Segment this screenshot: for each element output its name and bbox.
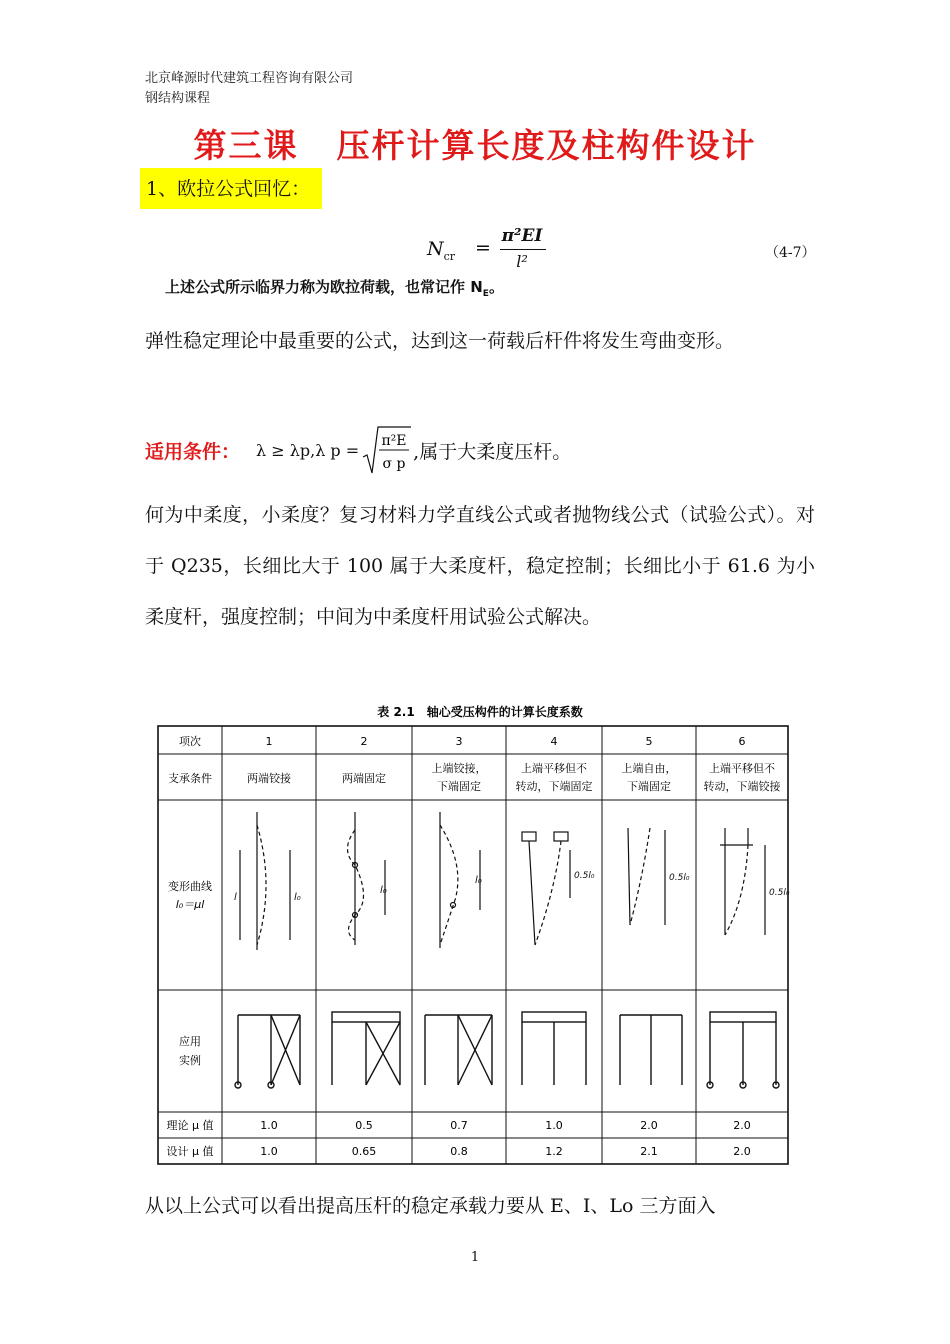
page-number: 1 [470,1250,480,1265]
design-mu-1: 1.0 [260,1145,278,1158]
row-header-curve: 变形曲线 [168,880,212,893]
curve-label-1a: l [234,892,237,903]
page-title [0,120,950,167]
formula-denominator: l² [516,252,528,271]
design-mu-4: 1.2 [545,1145,563,1158]
support-5a: 上端自由， [621,762,677,775]
header-course: 钢结构课程 [145,91,211,106]
frame-example-2 [332,1012,400,1085]
formula-lhs: $N_{cr}$ [427,238,456,263]
condition-label: 适用条件： [145,440,241,463]
paragraph-slenderness: 何为中柔度，小柔度？复习材料力学直线公式或者抛物线公式（试验公式）。对于 Q235，长细比大于 100 属于大柔度杆，稳定控制；长细比小于 61.6 为小柔度杆，强度控制；中间为中柔度杆用试验公式解决。 [145,504,815,628]
header-company: 北京峰源时代建筑工程咨询有限公司 [145,71,354,86]
formula-fraction-bar [500,249,546,250]
curve-diagram-4 [522,832,595,945]
curve-label-3: l₀ [475,875,482,886]
theory-mu-5: 2.0 [640,1119,658,1132]
sqrt-numerator: π²E [381,433,407,449]
curve-diagram-3 [440,812,482,948]
support-2: 两端固定 [342,772,386,785]
support-1: 两端铰接 [247,772,291,785]
row-header-index: 项次 [179,735,201,748]
formula-caption: 上述公式所示临界力称为欧拉荷载，也常记作 $N_E$。 [165,278,504,299]
frame-example-3 [425,1015,492,1085]
paragraph-improve-stability: 从以上公式可以看出提高压杆的稳定承载力要从 E、I、Lo 三方面入 [145,1195,716,1217]
section-heading-euler: 1、欧拉公式回忆： [140,168,322,209]
theory-mu-3: 0.7 [450,1119,468,1132]
formula-equals: = [475,237,491,259]
design-mu-3: 0.8 [450,1145,468,1158]
design-mu-6: 2.0 [733,1145,751,1158]
design-mu-5: 2.1 [640,1145,658,1158]
curve-label-2: l₀ [380,885,387,896]
row-header-example: 实例 [179,1054,201,1067]
support-3b: 下端固定 [437,780,481,793]
theory-mu-4: 1.0 [545,1119,563,1132]
table-caption: 表 2.1 轴心受压构件的计算长度系数 [377,705,583,719]
applicable-condition [145,420,571,480]
design-mu-2: 0.65 [351,1145,377,1158]
curve-diagram-2 [348,812,387,945]
col-num-2: 2 [360,735,368,748]
theory-mu-6: 2.0 [733,1119,751,1132]
formula-number: （4-7） [765,245,816,261]
support-6a: 上端平移但不 [709,762,775,775]
frame-example-6 [707,1012,779,1088]
frame-example-1 [235,1015,300,1088]
row-header-theory-mu: 理论 μ 值 [166,1119,214,1132]
condition-expression: λ ≥ λp,λ p = [256,440,360,460]
support-6b: 转动，下端铰接 [703,780,781,793]
euler-formula [145,222,825,302]
support-4b: 转动，下端固定 [515,780,593,793]
theory-mu-2: 0.5 [355,1119,373,1132]
col-num-5: 5 [645,735,653,748]
title-topic: 压杆计算长度及柱构件设计 [336,126,757,165]
col-num-6: 6 [738,735,746,748]
row-header-application: 应用 [179,1035,201,1048]
paragraph-elastic-stability: 弹性稳定理论中最重要的公式，达到这一荷载后杆件将发生弯曲变形。 [145,330,735,352]
theory-mu-1: 1.0 [260,1119,278,1132]
title-lesson: 第三课 [193,126,299,165]
frame-example-4 [522,1012,586,1085]
condition-tail: ,属于大柔度压杆。 [413,440,572,463]
col-num-1: 1 [265,735,273,748]
row-header-design-mu: 设计 μ 值 [166,1145,214,1158]
curve-label-5: 0.5l₀ [669,873,690,883]
curve-label-1b: l₀ [294,892,301,903]
effective-length-table [150,700,800,1170]
formula-numerator: π²EI [501,226,543,246]
sqrt-denominator: σ p [382,456,406,472]
frame-example-5 [620,1015,682,1085]
row-header-formula: l₀＝μl [175,898,205,911]
sqrt-symbol [361,423,413,477]
curve-diagram-6 [720,828,790,935]
curve-label-6: 0.5l₀ [769,888,790,898]
curve-label-4: 0.5l₀ [574,871,595,881]
col-num-3: 3 [455,735,463,748]
support-3a: 上端铰接， [431,762,487,775]
curve-diagram-5 [628,828,690,925]
support-5b: 下端固定 [627,780,671,793]
row-header-support: 支承条件 [168,772,212,785]
support-4a: 上端平移但不 [521,762,587,775]
col-num-4: 4 [550,735,558,748]
curve-diagram-1 [234,812,301,950]
